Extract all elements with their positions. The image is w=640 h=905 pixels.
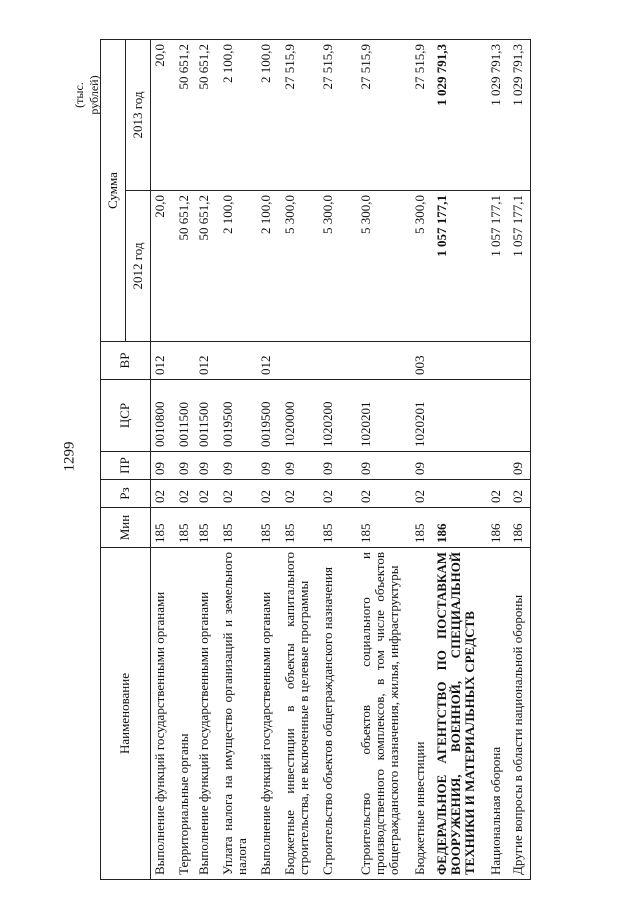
row-pr: 09 (509, 452, 531, 480)
row-name: Другие вопросы в области национальной обороны (509, 548, 531, 880)
row-pr: 09 (319, 452, 357, 480)
row-csr: 0019500 (257, 380, 281, 452)
row-value-2013: 50 651,2 (175, 40, 195, 191)
row-csr: 0011500 (175, 380, 195, 452)
row-rz: 02 (411, 480, 433, 508)
row-min: 185 (151, 508, 175, 548)
row-value-2013: 1 029 791,3 (433, 40, 487, 191)
row-value-2012: 20,0 (151, 191, 175, 342)
row-name: Уплата налога на имущество организаций и земельного налога (219, 548, 257, 880)
row-pr: 09 (195, 452, 219, 480)
row-rz: 02 (219, 480, 257, 508)
budget-table (100, 39, 531, 880)
row-min: 185 (357, 508, 411, 548)
table-row (509, 40, 531, 880)
row-value-2012: 5 300,0 (319, 191, 357, 342)
row-value-2012: 5 300,0 (281, 191, 319, 342)
row-vr: 012 (257, 342, 281, 380)
row-rz: 02 (357, 480, 411, 508)
row-name: ФЕДЕРАЛЬНОЕ АГЕНТСТВО ПО ПОСТАВКАМ ВООРУЖЕНИЯ, ВОЕННОЙ, СПЕЦИАЛЬНОЙ ТЕХНИКИ И МАТЕРИАЛЬНЫХ СРЕДСТВ (433, 548, 487, 880)
row-rz: 02 (319, 480, 357, 508)
table-row (411, 40, 433, 880)
row-rz: 02 (487, 480, 509, 508)
row-min: 185 (411, 508, 433, 548)
row-csr: 1020000 (281, 380, 319, 452)
table-row (319, 40, 357, 880)
row-name: Строительство объектов общегражданского назначения (319, 548, 357, 880)
row-rz: 02 (257, 480, 281, 508)
row-vr: 012 (195, 342, 219, 380)
row-rz: 02 (509, 480, 531, 508)
row-pr: 09 (257, 452, 281, 480)
table-row (219, 40, 257, 880)
row-min: 185 (319, 508, 357, 548)
row-vr (433, 342, 487, 380)
row-csr (509, 380, 531, 452)
table-row (357, 40, 411, 880)
row-value-2013: 27 515,9 (357, 40, 411, 191)
table-body (151, 40, 531, 880)
row-name: Бюджетные инвестиции в объекты капитального строительства, не включенные в целевые программы (281, 548, 319, 880)
page-number: 1299 (61, 441, 78, 472)
row-vr (319, 342, 357, 380)
row-csr: 1020200 (319, 380, 357, 452)
row-name: Национальная оборона (487, 548, 509, 880)
header-pr: ПР (101, 452, 151, 480)
row-value-2012: 1 057 177,1 (433, 191, 487, 342)
row-vr: 003 (411, 342, 433, 380)
row-value-2013: 1 029 791,3 (509, 40, 531, 191)
row-vr (357, 342, 411, 380)
row-pr: 09 (219, 452, 257, 480)
row-min: 185 (195, 508, 219, 548)
row-rz (433, 480, 487, 508)
row-rz: 02 (281, 480, 319, 508)
row-pr: 09 (281, 452, 319, 480)
row-vr: 012 (151, 342, 175, 380)
row-name: Выполнение функций государственными органами (151, 548, 175, 880)
row-pr (433, 452, 487, 480)
row-csr: 1020201 (357, 380, 411, 452)
header-sum: Сумма (101, 40, 126, 342)
row-min: 186 (487, 508, 509, 548)
row-csr: 0011500 (195, 380, 219, 452)
row-name: Строительство объектов социального и производственного комплексов, в том числе объектов общегражданского назначения, жилья, инфраструктуры (357, 548, 411, 880)
units-label: (тыс. рублей) (72, 75, 101, 115)
row-min: 185 (257, 508, 281, 548)
row-value-2013: 1 029 791,3 (487, 40, 509, 191)
row-name: Выполнение функций государственными органами (195, 548, 219, 880)
row-value-2012: 50 651,2 (175, 191, 195, 342)
row-name: Выполнение функций государственными органами (257, 548, 281, 880)
header-year-2013: 2013 год (126, 40, 151, 191)
row-vr (509, 342, 531, 380)
table-row (175, 40, 195, 880)
row-name: Бюджетные инвестиции (411, 548, 433, 880)
row-pr: 09 (151, 452, 175, 480)
row-pr (487, 452, 509, 480)
row-vr (487, 342, 509, 380)
row-pr: 09 (357, 452, 411, 480)
row-min: 186 (509, 508, 531, 548)
row-value-2013: 27 515,9 (281, 40, 319, 191)
row-value-2012: 1 057 177,1 (487, 191, 509, 342)
row-name: Территориальные органы (175, 548, 195, 880)
row-value-2013: 50 651,2 (195, 40, 219, 191)
table-row (257, 40, 281, 880)
row-value-2013: 20,0 (151, 40, 175, 191)
row-csr: 1020201 (411, 380, 433, 452)
row-value-2012: 1 057 177,1 (509, 191, 531, 342)
row-min: 186 (433, 508, 487, 548)
row-min: 185 (175, 508, 195, 548)
row-value-2012: 2 100,0 (219, 191, 257, 342)
row-value-2012: 2 100,0 (257, 191, 281, 342)
table-row (195, 40, 219, 880)
row-vr (175, 342, 195, 380)
row-rz: 02 (175, 480, 195, 508)
row-rz: 02 (195, 480, 219, 508)
table-row (151, 40, 175, 880)
row-value-2013: 27 515,9 (411, 40, 433, 191)
header-min: Мин (101, 508, 151, 548)
table-row (487, 40, 509, 880)
row-value-2012: 5 300,0 (411, 191, 433, 342)
row-value-2013: 2 100,0 (257, 40, 281, 191)
row-value-2013: 2 100,0 (219, 40, 257, 191)
header-rz: Рз (101, 480, 151, 508)
row-value-2013: 27 515,9 (319, 40, 357, 191)
header-csr: ЦСР (101, 380, 151, 452)
row-pr: 09 (411, 452, 433, 480)
rotated-table-container (100, 40, 580, 880)
row-vr (219, 342, 257, 380)
row-csr (487, 380, 509, 452)
table-header (101, 40, 151, 880)
row-value-2012: 50 651,2 (195, 191, 219, 342)
row-vr (281, 342, 319, 380)
header-name: Наименование (101, 548, 151, 880)
table-row (433, 40, 487, 880)
row-csr (433, 380, 487, 452)
row-min: 185 (219, 508, 257, 548)
row-csr: 0010800 (151, 380, 175, 452)
header-vr: ВР (101, 342, 151, 380)
header-year-2012: 2012 год (126, 191, 151, 342)
row-min: 185 (281, 508, 319, 548)
row-rz: 02 (151, 480, 175, 508)
row-csr: 0019500 (219, 380, 257, 452)
row-pr: 09 (175, 452, 195, 480)
table-row (281, 40, 319, 880)
row-value-2012: 5 300,0 (357, 191, 411, 342)
